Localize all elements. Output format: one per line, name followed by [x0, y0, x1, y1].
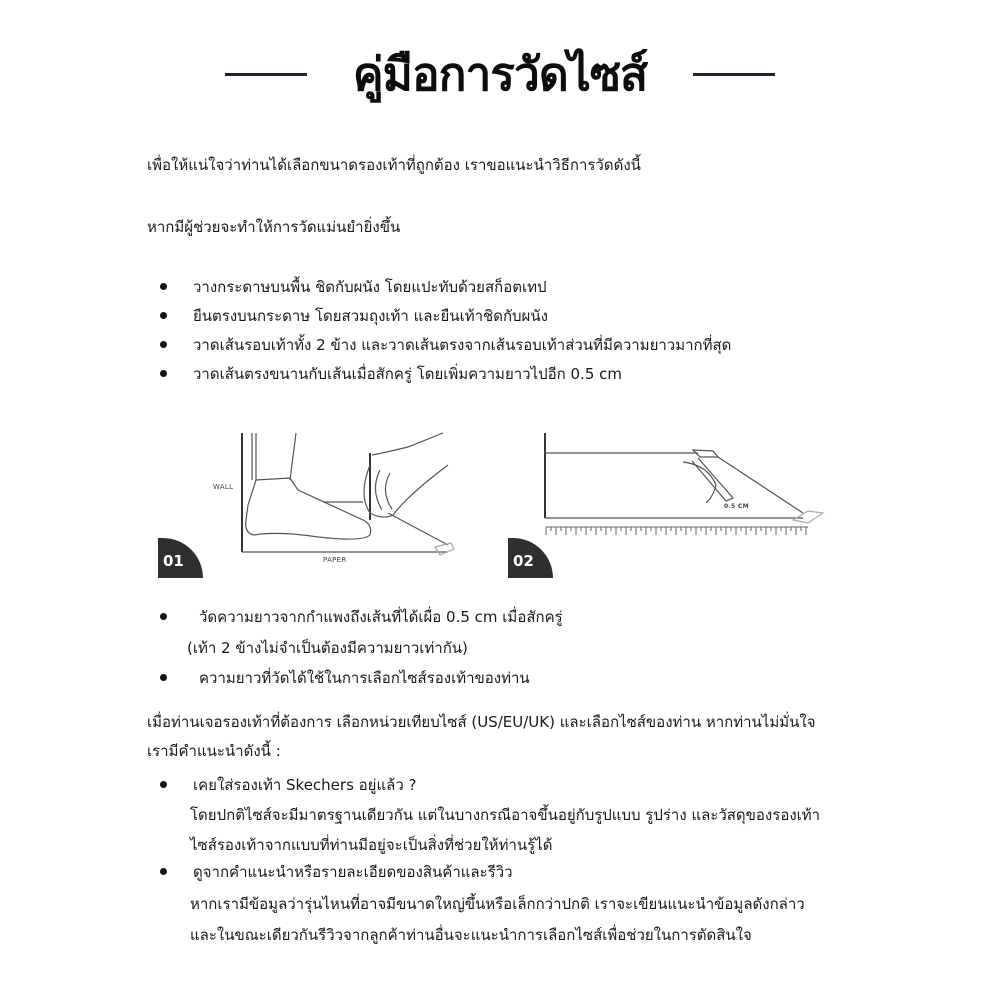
tip-body: หากเรามีข้อมูลว่ารุ่นไหนที่อาจมีขนาดใหญ่ขึ้นหรือเล็กกว่าปกติ เราจะเขียนแนะนำข้อมูลดังกล่าว: [190, 895, 805, 913]
figure-step-02: [508, 425, 838, 580]
list-item: [160, 663, 530, 692]
tip-heading: เคยใส่รองเท้า Skechers อยู่แล้ว ?: [193, 775, 417, 794]
measure-0-5cm-illustration: [508, 425, 838, 580]
list-item: [160, 359, 731, 388]
bullet-icon: [160, 341, 167, 348]
list-item: [160, 770, 416, 799]
wall-label: WALL: [213, 483, 234, 491]
bullet-icon: [160, 283, 167, 290]
page-title: คู่มือการวัดไซส์: [352, 47, 648, 101]
bullet-icon: [160, 781, 167, 788]
bullet-icon: [160, 613, 167, 620]
bullet-icon: [160, 370, 167, 377]
helper-note: หากมีผู้ช่วยจะทำให้การวัดแม่นยำยิ่งขึ้น: [147, 218, 401, 236]
tip-heading: ดูจากคำแนะนำหรือรายละเอียดของสินค้าและรีวิว: [193, 862, 513, 881]
advice-intro-2: เรามีคำแนะนำดังนี้ :: [147, 742, 281, 760]
list-item: [160, 272, 731, 301]
tips-list: [160, 770, 416, 799]
measure-label: 0.5 CM: [724, 503, 749, 510]
step-badge-01: 01: [158, 538, 203, 578]
title-row: [0, 38, 1000, 110]
step-text: วาดเส้นตรงขนานกับเส้นเมื่อสักครู่ โดยเพิ่มความยาวไปอีก 0.5 cm: [193, 364, 622, 383]
step-text: วาดเส้นรอบเท้าทั้ง 2 ข้าง และวาดเส้นตรงจากเส้นรอบเท้าส่วนที่มีความยาวมากที่สุด: [193, 335, 732, 354]
intro-text: เพื่อให้แน่ใจว่าท่านได้เลือกขนาดรองเท้าที่ถูกต้อง เราขอแนะนำวิธีการวัดดังนี้: [147, 156, 641, 174]
tips-list-2: [160, 857, 513, 886]
foot-against-wall-illustration: [158, 425, 478, 580]
tip-body: โดยปกติไซส์จะมีมาตรฐานเดียวกัน แต่ในบางกรณีอาจขึ้นอยู่กับรูปแบบ รูปร่าง และวัสดุของรองเท้า: [190, 806, 821, 824]
step-text: วางกระดาษบนพื้น ชิดกับผนัง โดยแปะทับด้วยสก็อตเทป: [193, 277, 547, 296]
title-divider-left: [225, 73, 307, 76]
steps-list: [160, 272, 731, 388]
list-item: [160, 857, 513, 886]
advice-intro: เมื่อท่านเจอรองเท้าที่ต้องการ เลือกหน่วยเทียบไซส์ (US/EU/UK) และเลือกไซส์ของท่าน หากท่านไม่มั่นใจ: [147, 713, 816, 731]
bullet-icon: [160, 868, 167, 875]
measure-text: ความยาวที่วัดได้ใช้ในการเลือกไซส์รองเท้าของท่าน: [199, 668, 530, 687]
bullet-icon: [160, 674, 167, 681]
paper-label: PAPER: [323, 556, 347, 564]
list-item: [160, 330, 731, 359]
measure-text: วัดความยาวจากกำแพงถึงเส้นที่ได้เผื่อ 0.5 cm เมื่อสักครู่: [199, 607, 563, 626]
step-badge-02: 02: [508, 538, 553, 578]
measure-list: [160, 602, 563, 631]
tip-body: ไซส์รองเท้าจากแบบที่ท่านมีอยู่จะเป็นสิ่งที่ช่วยให้ท่านรู้ได้: [190, 836, 553, 854]
title-divider-right: [693, 73, 775, 76]
tip-body: และในขณะเดียวกันรีวิวจากลูกค้าท่านอื่นจะแนะนำการเลือกไซส์เพื่อช่วยในการตัดสินใจ: [190, 926, 752, 944]
measure-list-2: [160, 663, 530, 692]
measure-note: (เท้า 2 ข้างไม่จำเป็นต้องมีความยาวเท่ากัน): [187, 639, 468, 657]
list-item: [160, 301, 731, 330]
list-item: [160, 602, 563, 631]
step-text: ยืนตรงบนกระดาษ โดยสวมถุงเท้า และยืนเท้าชิดกับผนัง: [193, 306, 548, 325]
bullet-icon: [160, 312, 167, 319]
figure-step-01: [158, 425, 478, 580]
